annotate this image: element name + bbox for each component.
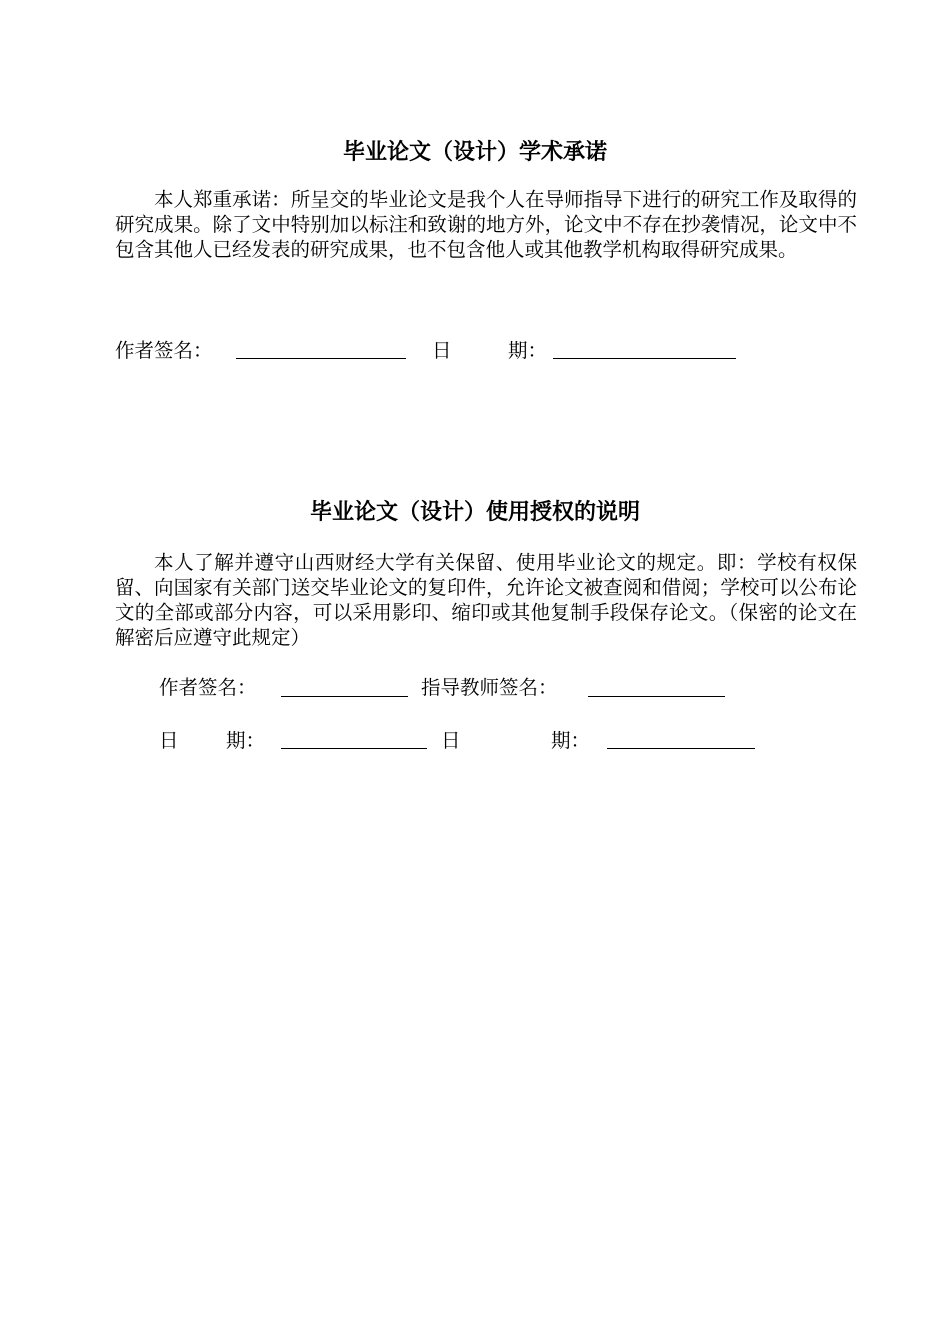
authorization-body: 本人了解并遵守山西财经大学有关保留、使用毕业论文的规定。即：学校有权保留、向国家有关部门送交毕业论文的复印件，允许论文被查阅和借阅；学校可以公布论文的全部或部分内容，可以采用影印、缩印或其他复制手段保存论文。（保密的论文在解密后应遵守此规定）	[115, 551, 857, 649]
promise-body: 本人郑重承诺：所呈交的毕业论文是我个人在导师指导下进行的研究工作及取得的研究成果。除了文中特别加以标注和致谢的地方外，论文中不存在抄袭情况，论文中不包含其他人已经发表的研究成果，也不包含他人或其他教学机构取得研究成果。	[115, 188, 857, 261]
authorization-title: 毕业论文（设计）使用授权的说明	[309, 500, 640, 525]
authorization-author-sign-label: 作者签名：	[159, 676, 257, 699]
promise-author-sign-line[interactable]	[236, 358, 406, 359]
authorization-author-date-label-part1: 日	[159, 729, 179, 752]
promise-title: 毕业论文（设计）学术承诺	[342, 140, 607, 165]
authorization-advisor-date-line[interactable]	[607, 748, 755, 749]
promise-author-sign-label: 作者签名：	[115, 339, 213, 362]
authorization-advisor-sign-line[interactable]	[588, 696, 725, 697]
authorization-author-date-label-part2: 期：	[226, 729, 266, 752]
promise-date-line[interactable]	[553, 358, 736, 359]
authorization-author-sign-line[interactable]	[281, 696, 408, 697]
promise-date-label-part2: 期：	[508, 339, 548, 362]
authorization-author-date-line[interactable]	[281, 748, 427, 749]
promise-date-label-part1: 日	[432, 339, 452, 362]
authorization-advisor-date-label-part2: 期：	[551, 729, 591, 752]
authorization-advisor-sign-label: 指导教师签名：	[421, 676, 558, 699]
authorization-advisor-date-label-part1: 日	[441, 729, 461, 752]
